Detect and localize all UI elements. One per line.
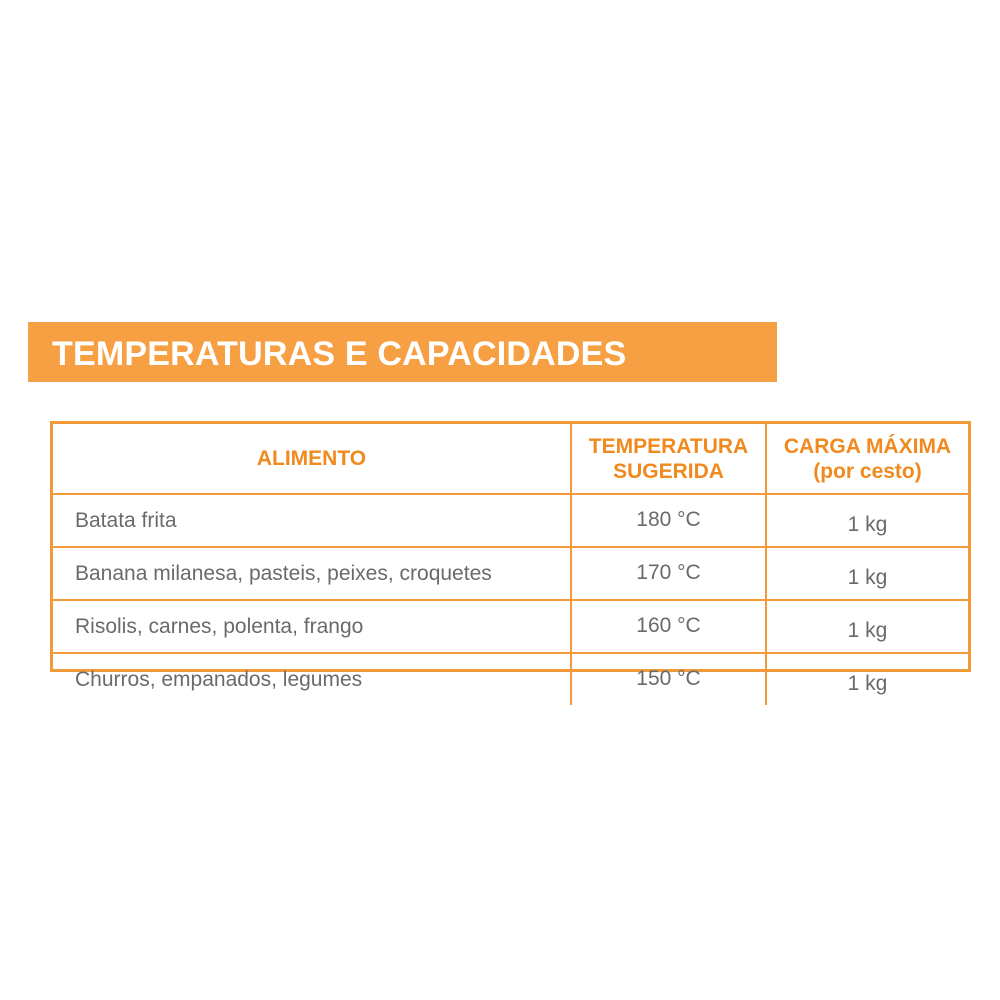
cell-food: Banana milanesa, pasteis, peixes, croquetes xyxy=(53,547,571,600)
header-food xyxy=(53,424,571,494)
section-title: TEMPERATURAS E CAPACIDADES xyxy=(52,334,627,373)
cell-food: Risolis, carnes, polenta, frango xyxy=(53,600,571,653)
table-row xyxy=(53,547,968,600)
cell-temperature: 150 °C xyxy=(571,653,766,705)
table-header-row xyxy=(53,424,968,494)
header-max-load xyxy=(766,424,968,494)
temperature-capacity-table xyxy=(50,421,971,695)
cell-max-load: 1 kg xyxy=(766,547,968,600)
data-table xyxy=(53,424,968,705)
cell-max-load: 1 kg xyxy=(766,494,968,547)
cell-temperature: 160 °C xyxy=(571,600,766,653)
header-temperature-line1: TEMPERATURA xyxy=(588,434,749,458)
table-row xyxy=(53,494,968,547)
header-max-load-line1: CARGA MÁXIMA xyxy=(783,434,952,458)
cell-food: Churros, empanados, legumes xyxy=(53,653,571,705)
section-title-bar xyxy=(28,322,777,382)
header-food-label: ALIMENTO xyxy=(256,447,367,470)
cell-temperature: 180 °C xyxy=(571,494,766,547)
table-row xyxy=(53,600,968,653)
header-max-load-line2: (por cesto) xyxy=(813,459,922,483)
table-row xyxy=(53,653,968,705)
header-temperature xyxy=(571,424,766,494)
cell-temperature: 170 °C xyxy=(571,547,766,600)
cell-max-load: 1 kg xyxy=(766,653,968,705)
cell-max-load: 1 kg xyxy=(766,600,968,653)
cell-food: Batata frita xyxy=(53,494,571,547)
header-temperature-line2: SUGERIDA xyxy=(613,459,724,483)
